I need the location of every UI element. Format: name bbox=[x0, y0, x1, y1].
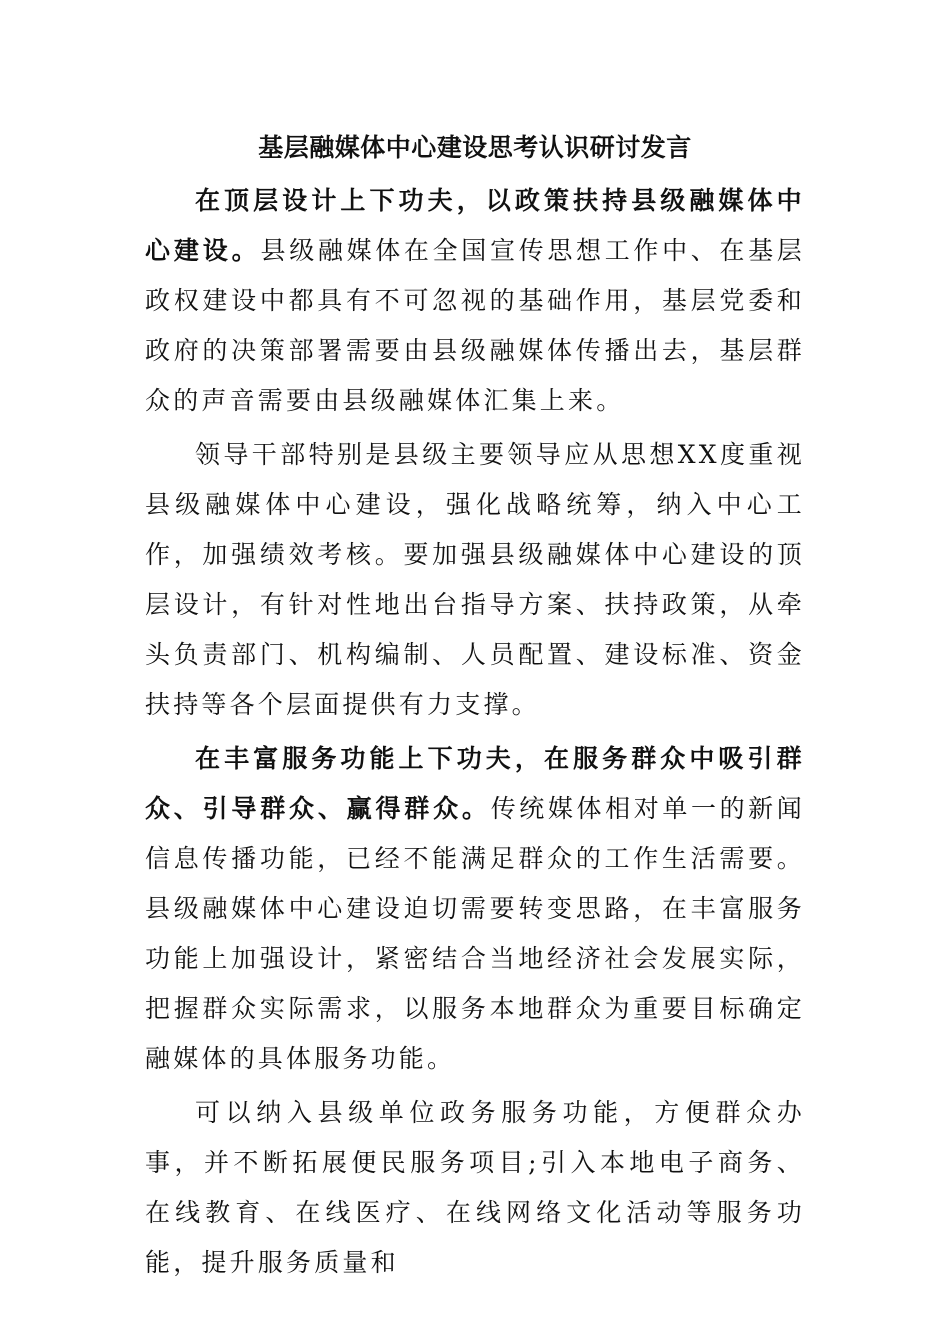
paragraph-2-text: 领导干部特别是县级主要领导应从思想XX度重视县级融媒体中心建设，强化战略统筹，纳入中心工作，加强绩效考核。要加强县级融媒体中心建设的顶层设计，有针对性地出台指导方案、扶持政策，从牵头负责部门、机构编制、人员配置、建设标准、资金扶持等各个层面提供有力支撑。 bbox=[145, 440, 805, 719]
paragraph-1-text: 县级融媒体在全国宣传思想工作中、在基层政权建设中都具有不可忽视的基础作用，基层党委和政府的决策部署需要由县级融媒体传播出去，基层群众的声音需要由县级融媒体汇集上来。 bbox=[145, 236, 805, 415]
paragraph-1 bbox=[145, 176, 805, 426]
paragraph-3-lead: 在丰富服务功能上下功夫，在服务群众中吸引群众、引导群众、赢得群众。 bbox=[145, 744, 805, 823]
paragraph-4 bbox=[145, 1088, 805, 1288]
paragraph-2 bbox=[145, 430, 805, 730]
paragraph-3-text: 传统媒体相对单一的新闻信息传播功能，已经不能满足群众的工作生活需要。县级融媒体中心建设迫切需要转变思路，在丰富服务功能上加强设计，紧密结合当地经济社会发展实际，把握群众实际需求，以服务本地群众为重要目标确定融媒体的具体服务功能。 bbox=[145, 794, 805, 1073]
document-title: 基层融媒体中心建设思考认识研讨发言 bbox=[258, 133, 692, 162]
paragraph-3 bbox=[145, 734, 805, 1084]
document-page bbox=[145, 128, 805, 1292]
paragraph-1-lead: 在顶层设计上下功夫，以政策扶持县级融媒体中心建设。 bbox=[145, 186, 805, 265]
paragraph-4-text: 可以纳入县级单位政务服务功能，方便群众办事，并不断拓展便民服务项目;引入本地电子商务、在线教育、在线医疗、在线网络文化活动等服务功能，提升服务质量和 bbox=[145, 1098, 805, 1277]
